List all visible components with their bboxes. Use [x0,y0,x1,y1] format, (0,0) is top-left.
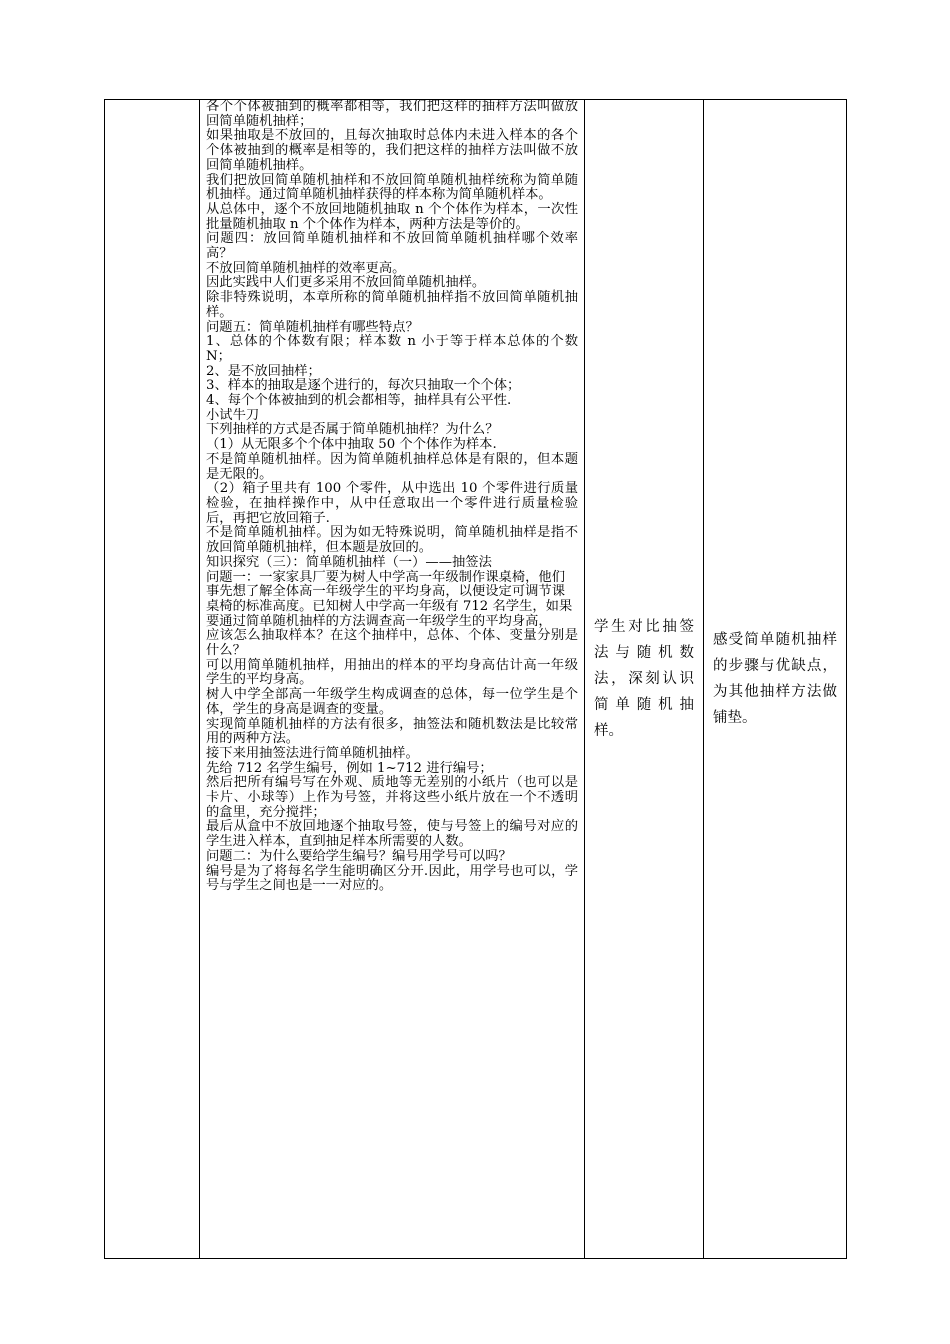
content-paragraph: （2）箱子里共有 100 个零件，从中选出 10 个零件进行质量检验，在抽样操作中，从中任意取出一个零件进行质量检验后，再把它放回箱子. [206,481,578,526]
teaching-content-cell [200,100,585,1259]
student-activity-cell [585,100,704,1259]
content-paragraph: 我们把放回简单随机抽样和不放回简单随机抽样统称为简单随机抽样。通过简单随机抽样获得的样本称为简单随机样本。 [206,172,578,203]
content-paragraph: 可以用简单随机抽样，用抽出的样本的平均身高估计高一年级学生的平均身高。 [206,657,578,688]
content-paragraph: 1、总体的个体数有限；样本数 n 小于等于样本总体的个数 N； [206,334,578,364]
lesson-table [104,99,847,1259]
content-paragraph: 先给 712 名学生编号，例如 1~712 进行编号； [206,760,493,776]
content-paragraph: 事先想了解全体高一年级学生的平均身高，以便设定可调节课 [206,584,566,600]
content-paragraph: 3、样本的抽取是逐个进行的，每次只抽取一个个体； [206,378,521,394]
teaching-content [200,100,584,1258]
content-paragraph: 问题二：为什么要给学生编号？编号用学号可以吗？ [206,848,512,864]
content-paragraph: 除非特殊说明，本章所称的简单随机抽样指不放回简单随机抽样。 [206,290,578,320]
content-paragraph: （1）从无限多个个体中抽取 50 个个体作为样本. [206,437,497,453]
content-paragraph: 编号是为了将每名学生能明确区分开.因此，用学号也可以，学号与学生之间也是一一对应的。 [206,863,578,894]
content-paragraph: 实现简单随机抽样的方法有很多，抽签法和随机数法是比较常用的两种方法。 [206,716,578,747]
content-paragraph: 问题五：简单随机抽样有哪些特点？ [206,319,419,335]
content-paragraph: 应该怎么抽取样本？在这个抽样中，总体、个体、变量分别是什么？ [206,628,578,659]
table-row [105,100,847,1259]
content-paragraph: 小试牛刀 [206,407,260,423]
design-intent-cell [704,100,847,1259]
content-paragraph: 桌椅的标准高度。已知树人中学高一年级有 712 名学生，如果 [206,598,573,614]
content-paragraph: 因此实践中人们更多采用不放回简单随机抽样。 [206,275,486,291]
content-paragraph: 不放回简单随机抽样的效率更高。 [206,260,406,276]
content-paragraph: 4、每个个体被抽到的机会都相等，抽样具有公平性. [206,393,512,409]
content-paragraph: 2、是不放回抽样； [206,363,321,379]
content-paragraph: 不是简单随机抽样。因为如无特殊说明，简单随机抽样是指不放回简单随机抽样，但本题是放回的。 [206,525,578,556]
content-paragraph: 最后从盒中不放回地逐个抽取号签，使与号签上的编号对应的学生进入样本，直到抽足样本所需要的人数。 [206,819,578,850]
content-paragraph: 然后把所有编号写在外观、质地等无差别的小纸片（也可以是卡片、小球等）上作为号签，并将这些小纸片放在一个不透明的盒里，充分搅拌； [206,775,578,820]
content-paragraph: 接下来用抽签法进行简单随机抽样。 [206,745,419,761]
student-activity-text: 学生对比抽签法与随机数法，深刻认识简单随机抽样。 [594,619,694,739]
content-paragraph: 从总体中，逐个不放回地随机抽取 n 个个体作为样本，一次性批量随机抽取 n 个个体作为样本，两种方法是等价的。 [206,201,578,232]
content-paragraph: 如果抽取是不放回的，且每次抽取时总体内未进入样本的各个个体被抽到的概率是相等的，我们把这样的抽样方法叫做不放回简单随机抽样。 [206,128,578,173]
content-paragraph: 不是简单随机抽样。因为简单随机抽样总体是有限的，但本题是无限的。 [206,451,578,482]
content-paragraph: 下列抽样的方式是否属于简单随机抽样？为什么？ [206,422,499,438]
content-paragraph: 树人中学全部高一年级学生构成调查的总体，每一位学生是个体，学生的身高是调查的变量。 [206,687,578,717]
content-paragraph: 知识探究（三）：简单随机抽样（一）——抽签法 [206,554,492,570]
content-paragraph: 要通过简单随机抽样的方法调查高一年级学生的平均身高， [206,613,552,629]
design-intent-text: 感受简单随机抽样的步骤与优缺点，为其他抽样方法做铺垫。 [713,632,837,726]
empty-left-cell [105,100,200,1259]
content-paragraph: 各个个体被抽到的概率都相等，我们把这样的抽样方法叫做放回简单随机抽样； [206,100,578,129]
content-paragraph: 问题一：一家家具厂要为树人中学高一年级制作课桌椅，他们 [206,569,566,585]
content-paragraph: 问题四：放回简单随机抽样和不放回简单随机抽样哪个效率高？ [206,231,578,262]
